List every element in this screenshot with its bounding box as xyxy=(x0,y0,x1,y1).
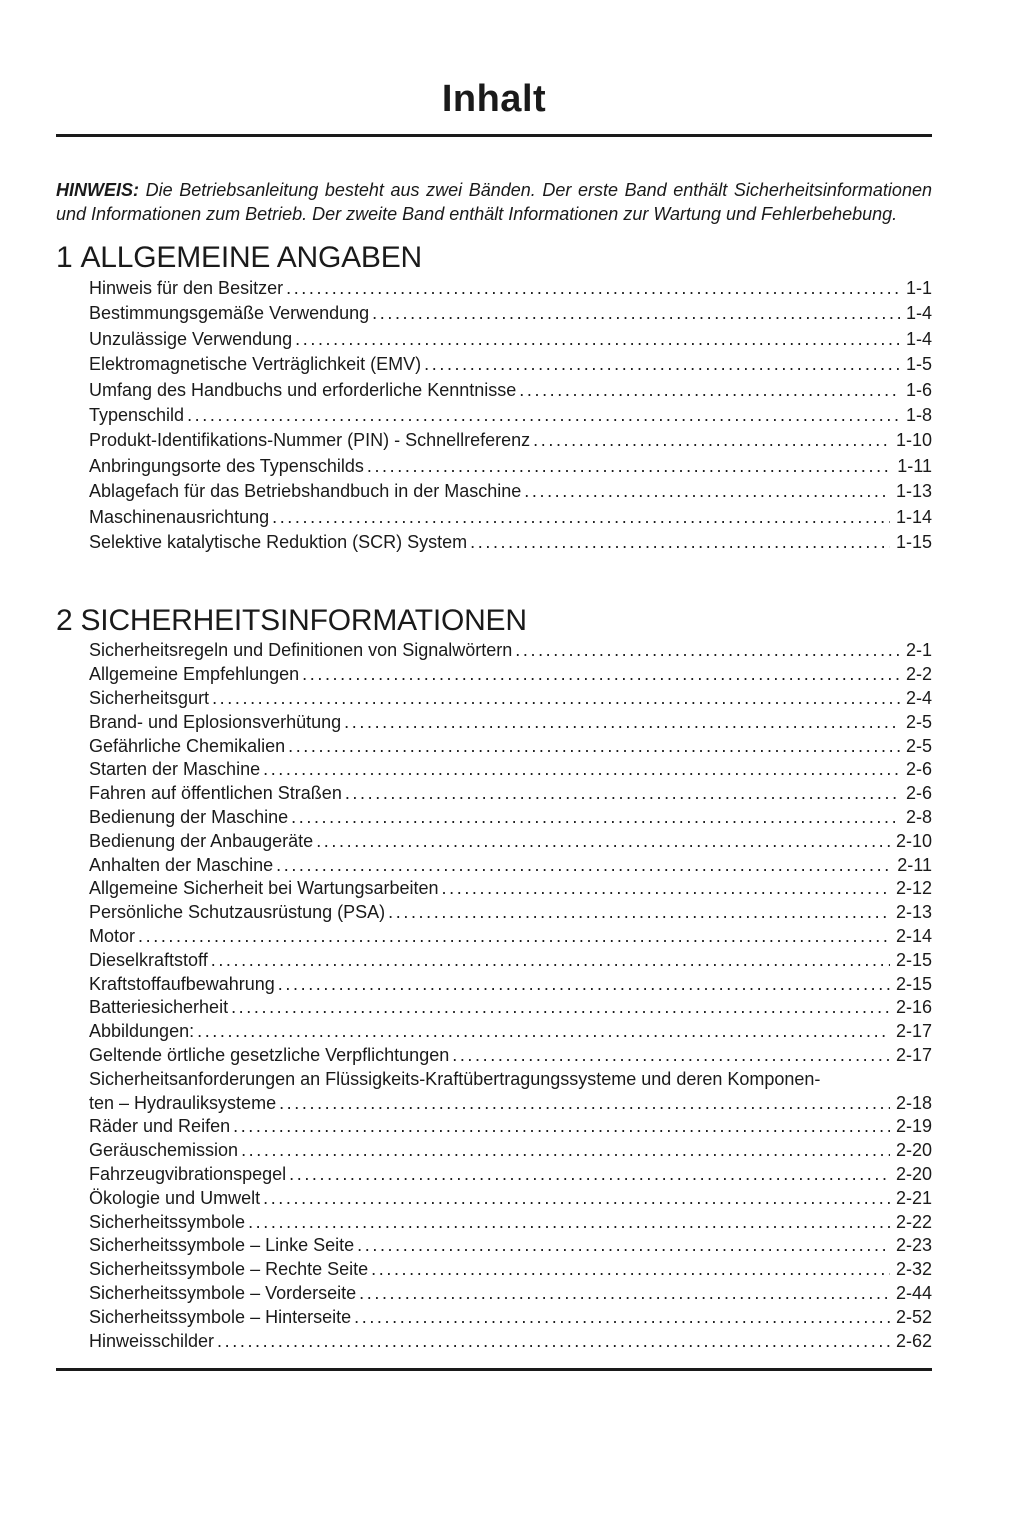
toc-entry-row xyxy=(56,830,932,854)
toc-entry-row xyxy=(56,735,932,759)
toc-dot-leader xyxy=(359,1282,890,1306)
toc-entry-label: Sicherheitssymbole – Rechte Seite xyxy=(89,1259,369,1280)
toc-entry-label: Anbringungsorte des Typenschilds xyxy=(89,455,364,476)
toc-entry-page-number: 2-6 xyxy=(905,783,932,804)
toc-entry-page-number: 2-5 xyxy=(905,711,932,732)
toc-entry-label: Unzulässige Verwendung xyxy=(89,328,293,349)
toc-entry-page-number: 2-23 xyxy=(895,1235,932,1256)
toc-entry-page-number: 2-14 xyxy=(895,926,932,947)
toc-dot-leader xyxy=(452,1044,890,1068)
toc-entry-page-number: 1-11 xyxy=(897,455,932,476)
toc-entry-row xyxy=(56,301,932,326)
toc-dot-leader xyxy=(279,1092,890,1116)
title-divider xyxy=(56,134,932,137)
toc-entry-row xyxy=(56,996,932,1020)
toc-entry-row xyxy=(56,663,932,687)
toc-dot-leader xyxy=(372,301,900,326)
toc-entry-label: Dieselkraftstoff xyxy=(89,949,208,970)
toc-entry-page-number: 2-17 xyxy=(895,1021,932,1042)
toc-entry-label: Bedienung der Anbaugeräte xyxy=(89,830,314,851)
toc-entry-page-number: 2-5 xyxy=(905,735,932,756)
toc-entry-page-number: 2-52 xyxy=(895,1306,932,1327)
toc-entry-page-number: 1-4 xyxy=(905,328,932,349)
toc-entry-label: Umfang des Handbuchs und erforderliche Kenntnisse xyxy=(89,379,517,400)
toc-entry-row xyxy=(56,901,932,925)
toc-entry-row xyxy=(56,1115,932,1139)
toc-dot-leader xyxy=(515,639,900,663)
toc-entry-label: Batteriesicherheit xyxy=(89,997,229,1018)
document-page xyxy=(0,78,1024,1525)
section-number: 2 xyxy=(56,604,73,638)
toc-dot-leader xyxy=(295,327,900,352)
toc-entry-page-number: 1-8 xyxy=(905,405,932,426)
toc-entry-page-number: 2-13 xyxy=(895,902,932,923)
toc-entry-label: Gefährliche Chemikalien xyxy=(89,735,286,756)
toc-entry-row xyxy=(56,973,932,997)
toc-entry-row xyxy=(56,378,932,403)
toc-section xyxy=(56,240,932,555)
toc-entry-row xyxy=(56,1068,932,1092)
toc-entry-row xyxy=(56,639,932,663)
toc-entry-label: Kraftstoffaufbewahrung xyxy=(89,973,275,994)
section-entries xyxy=(56,276,932,555)
toc-entry-label: Räder und Reifen xyxy=(89,1116,231,1137)
toc-entry-page-number: 2-21 xyxy=(895,1187,932,1208)
toc-entry-page-number: 2-16 xyxy=(895,997,932,1018)
toc-entry-label: Selektive katalytische Reduktion (SCR) System xyxy=(89,532,468,553)
toc-entry-label: Allgemeine Empfehlungen xyxy=(89,664,300,685)
toc-entry-page-number: 2-12 xyxy=(895,878,932,899)
toc-entry-row xyxy=(56,530,932,555)
toc-entry-row xyxy=(56,1306,932,1330)
toc-entry-label: Sicherheitssymbole – Linke Seite xyxy=(89,1235,355,1256)
toc-entry-label: Hinweis für den Besitzer xyxy=(89,278,284,298)
toc-entry-page-number: 2-6 xyxy=(905,759,932,780)
note-prefix: HINWEIS: xyxy=(56,180,139,200)
toc-entry-label: Persönliche Schutzausrüstung (PSA) xyxy=(89,902,386,923)
toc-entry-label: Allgemeine Sicherheit bei Wartungsarbeiten xyxy=(89,878,439,899)
toc-entry-page-number: 1-6 xyxy=(905,379,932,400)
toc-dot-leader xyxy=(367,454,891,479)
toc-entry-page-number: 2-1 xyxy=(905,640,932,661)
section-title: ALLGEMEINE ANGABEN xyxy=(80,241,423,274)
toc-entry-page-number: 1-4 xyxy=(905,303,932,324)
toc-dot-leader xyxy=(519,378,900,403)
toc-entry-page-number: 2-15 xyxy=(895,949,932,970)
toc-entry-page-number: 2-20 xyxy=(895,1140,932,1161)
toc-entry-row xyxy=(56,806,932,830)
toc-entry-label: Sicherheitsgurt xyxy=(89,688,210,709)
toc-dot-leader xyxy=(354,1306,890,1330)
toc-entry-row xyxy=(56,505,932,530)
toc-dot-leader xyxy=(217,1330,890,1354)
toc-entry-row xyxy=(56,1211,932,1235)
toc-entry-row xyxy=(56,276,932,301)
section-title: SICHERHEITSINFORMATIONEN xyxy=(80,604,527,638)
section-entries xyxy=(56,639,932,1353)
toc-entry-page-number: 2-19 xyxy=(895,1116,932,1137)
toc-entry-label: ten – Hydrauliksysteme xyxy=(89,1092,277,1113)
toc-entry-label: Sicherheitssymbole – Vorderseite xyxy=(89,1282,357,1303)
toc-dot-leader xyxy=(272,505,890,530)
footer-divider xyxy=(56,1368,932,1371)
toc-entry-label: Motor xyxy=(89,926,136,947)
toc-entry-page-number: 1-13 xyxy=(895,481,932,502)
toc-entry-label: Bestimmungsgemäße Verwendung xyxy=(89,303,370,324)
toc-dot-leader xyxy=(241,1139,890,1163)
toc-dot-leader xyxy=(442,877,890,901)
section-heading xyxy=(56,240,932,276)
toc-dot-leader xyxy=(276,854,891,878)
toc-entry-row xyxy=(56,1139,932,1163)
toc-entry-label: Brand- und Eplosionsverhütung xyxy=(89,711,342,732)
toc-entry-label: Sicherheitsregeln und Definitionen von Signalwörtern xyxy=(89,640,513,661)
toc-dot-leader xyxy=(316,830,890,854)
toc-entry-page-number: 1-14 xyxy=(895,506,932,527)
toc-entry-row xyxy=(56,925,932,949)
toc-entry-label: Abbildungen: xyxy=(89,1021,195,1042)
toc-entry-row xyxy=(56,1163,932,1187)
toc-entry-row xyxy=(56,403,932,428)
toc-entry-page-number: 2-8 xyxy=(905,807,932,828)
toc-dot-leader xyxy=(263,758,900,782)
toc-entry-label: Fahren auf öffentlichen Straßen xyxy=(89,783,342,804)
toc-dot-leader xyxy=(286,276,900,301)
toc-dot-leader xyxy=(533,428,890,453)
toc-dot-leader xyxy=(248,1211,890,1235)
toc-entry-page-number: 1-10 xyxy=(895,430,932,451)
toc-entry-page-number: 2-2 xyxy=(905,664,932,685)
toc-dot-leader xyxy=(470,530,890,555)
toc-dot-leader xyxy=(424,352,900,377)
toc-dot-leader xyxy=(291,806,900,830)
toc-entry-page-number: 1-5 xyxy=(905,354,932,375)
toc-dot-leader xyxy=(263,1187,890,1211)
toc-dot-leader xyxy=(302,663,900,687)
toc-entry-row xyxy=(56,1187,932,1211)
toc-entry-label: Sicherheitssymbole xyxy=(89,1211,246,1232)
toc-dot-leader xyxy=(388,901,890,925)
note-paragraph xyxy=(56,178,932,226)
toc-entry-page-number: 2-4 xyxy=(905,688,932,709)
toc-entry-label: Hinweisschilder xyxy=(89,1330,215,1351)
toc-entry-page-number: 2-32 xyxy=(895,1259,932,1280)
toc-entry-page-number: 2-17 xyxy=(895,1045,932,1066)
toc-entry-page-number: 2-22 xyxy=(895,1211,932,1232)
toc-entry-label: Maschinenausrichtung xyxy=(89,506,270,527)
toc-dot-leader xyxy=(138,925,890,949)
toc-sections xyxy=(56,240,932,1353)
toc-dot-leader xyxy=(344,711,900,735)
toc-entry-row xyxy=(56,854,932,878)
toc-entry-page-number: 1-1 xyxy=(905,278,932,298)
toc-entry-row xyxy=(56,758,932,782)
toc-entry-row xyxy=(56,1258,932,1282)
section-heading xyxy=(56,603,932,639)
toc-entry-page-number: 1-15 xyxy=(895,532,932,553)
toc-entry-label: Anhalten der Maschine xyxy=(89,854,274,875)
toc-entry-row xyxy=(56,428,932,453)
page-title: Inhalt xyxy=(441,78,547,120)
toc-entry-page-number: 2-18 xyxy=(895,1092,932,1113)
toc-entry-page-number: 2-44 xyxy=(895,1282,932,1303)
toc-entry-label: Fahrzeugvibrationspegel xyxy=(89,1164,287,1184)
toc-entry-row xyxy=(56,1020,932,1044)
toc-entry-page-number: 2-15 xyxy=(895,973,932,994)
toc-dot-leader xyxy=(345,782,900,806)
toc-dot-leader xyxy=(211,949,890,973)
note-text: Die Betriebsanleitung besteht aus zwei Bänden. Der erste Band enthält Sicherheitsinformationen und Informationen zum Betrieb. Der zweite Band enthält Informationen zur Wartung und Fehlerbehebung. xyxy=(56,180,932,224)
toc-entry-row xyxy=(56,479,932,504)
toc-entry-row xyxy=(56,1282,932,1306)
toc-entry-label: Geräuschemission xyxy=(89,1140,239,1161)
toc-entry-row xyxy=(56,1234,932,1258)
toc-dot-leader xyxy=(233,1115,890,1139)
toc-entry-label: Starten der Maschine xyxy=(89,759,261,780)
toc-entry-page-number: 2-11 xyxy=(897,854,932,875)
toc-entry-label: Ablagefach für das Betriebshandbuch in der Maschine xyxy=(89,481,522,502)
toc-dot-leader xyxy=(524,479,890,504)
toc-dot-leader xyxy=(278,973,890,997)
toc-entry-label: Elektromagnetische Verträglichkeit (EMV) xyxy=(89,354,422,375)
toc-dot-leader xyxy=(288,735,900,759)
section-number: 1 xyxy=(56,241,73,274)
toc-dot-leader xyxy=(212,687,900,711)
toc-entry-row xyxy=(56,352,932,377)
toc-entry-page-number: 2-62 xyxy=(895,1330,932,1351)
toc-entry-row xyxy=(56,949,932,973)
toc-dot-leader xyxy=(289,1163,890,1187)
toc-entry-label: Produkt-Identifikations-Nummer (PIN) - Schnellreferenz xyxy=(89,430,531,451)
toc-entry-row xyxy=(56,1092,932,1116)
toc-entry-page-number: 2-10 xyxy=(895,830,932,851)
toc-entry-row xyxy=(56,327,932,352)
toc-dot-leader xyxy=(371,1258,890,1282)
toc-entry-label: Sicherheitssymbole – Hinterseite xyxy=(89,1306,352,1327)
toc-section xyxy=(56,603,932,1353)
toc-entry-row xyxy=(56,687,932,711)
toc-entry-row xyxy=(56,454,932,479)
toc-dot-leader xyxy=(357,1234,890,1258)
toc-entry-label: Ökologie und Umwelt xyxy=(89,1187,261,1208)
toc-dot-leader xyxy=(187,403,900,428)
toc-entry-label: Geltende örtliche gesetzliche Verpflichtungen xyxy=(89,1045,450,1066)
toc-entry-page-number: 2-20 xyxy=(895,1164,932,1184)
toc-entry-label: Sicherheitsanforderungen an Flüssigkeits-Kraftübertragungssysteme und deren Komponen- xyxy=(89,1068,821,1089)
toc-entry-row xyxy=(56,1330,932,1354)
toc-dot-leader xyxy=(231,996,890,1020)
toc-dot-leader xyxy=(197,1020,890,1044)
toc-entry-row xyxy=(56,1044,932,1068)
toc-entry-row xyxy=(56,711,932,735)
toc-entry-label: Bedienung der Maschine xyxy=(89,807,289,828)
toc-entry-row xyxy=(56,782,932,806)
toc-entry-row xyxy=(56,877,932,901)
toc-entry-label: Typenschild xyxy=(89,405,185,426)
